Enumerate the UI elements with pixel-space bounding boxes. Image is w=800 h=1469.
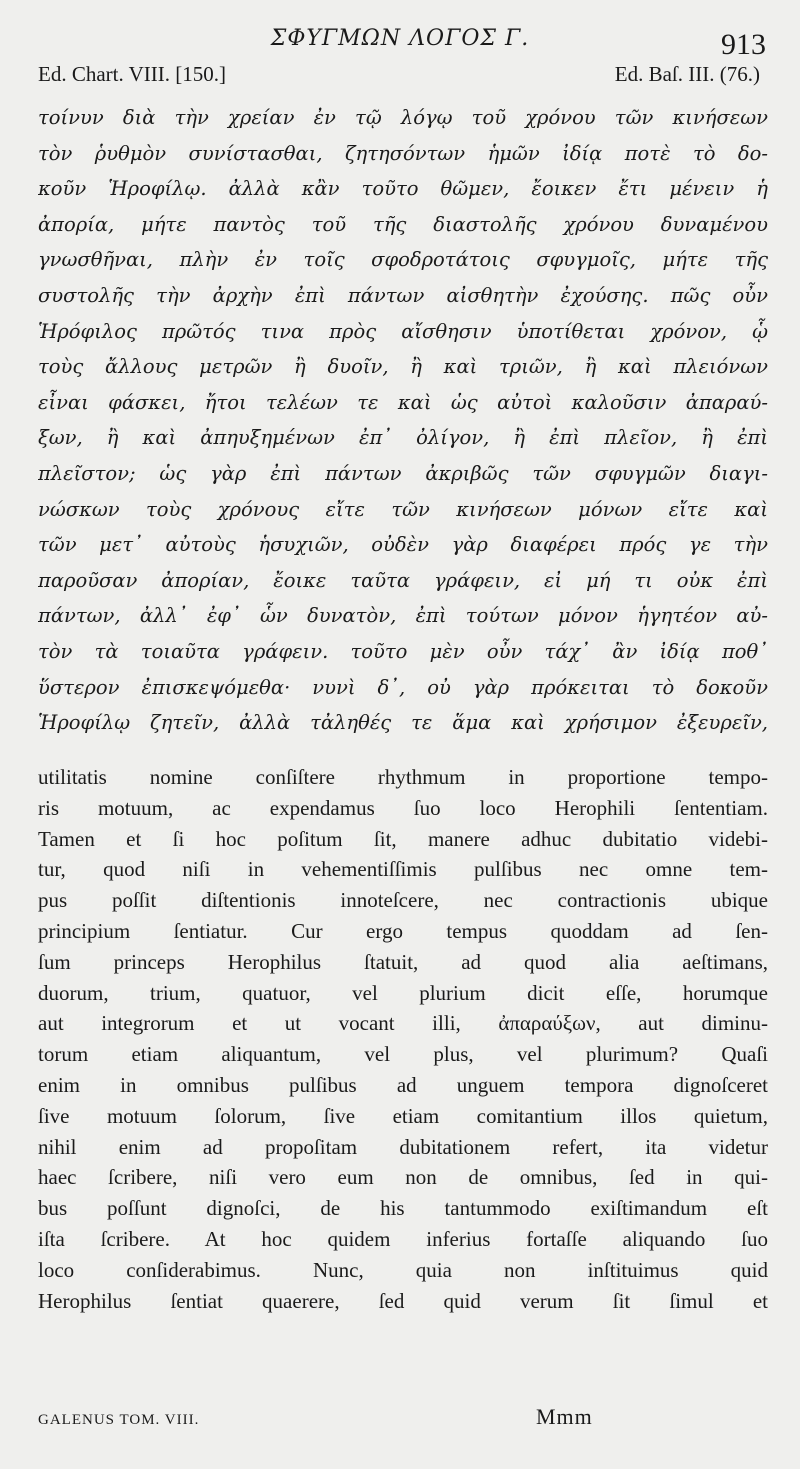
greek-line: τοίνυν διὰ τὴν χρείαν ἐν τῷ λόγῳ τοῦ χρόνου τῶν κινήσεων (38, 106, 768, 129)
latin-text-block (38, 762, 768, 1316)
greek-line: Ἡρόφιλος πρῶτός τινα πρὸς αἴσθησιν ὑποτίθεται χρόνον, ᾧ (38, 319, 768, 343)
footer-volume: GALENUS TOM. VIII. (38, 1412, 200, 1428)
running-title: ΣΦΥΓΜΩΝ ΛΟΓΟΣ Γ. (270, 26, 530, 51)
latin-line: tur, quod niſi in vehementiſſimis pulſibus nec omne tem- (38, 857, 768, 882)
greek-line: τῶν μετ᾽ αὐτοὺς ἡσυχιῶν, οὐδὲν γὰρ διαφέρει πρός γε τὴν (38, 533, 768, 557)
latin-line: duorum, trium, quatuor, vel plurium dicit eſſe, horumque (38, 980, 768, 1005)
latin-line: haec ſcribere, niſi vero eum non de omnibus, ſed in qui- (38, 1165, 768, 1190)
edition-reference-left: Ed. Chart. VIII. [150.] (38, 62, 226, 86)
latin-line: ris motuum, ac expendamus ſuo loco Herophili ſententiam. (38, 795, 768, 820)
greek-line: ξων, ἢ καὶ ἀπηυξημένων ἐπ᾽ ὀλίγον, ἢ ἐπὶ πλεῖον, ἢ ἐπὶ (38, 426, 768, 450)
greek-line: ὕστερον ἐπισκεψόμεθα· νυνὶ δ᾽, οὐ γὰρ πρόκειται τὸ δοκοῦν (38, 675, 768, 699)
greek-line: εἶναι φάσκει, ἤτοι τελέων τε καὶ ὡς αὐτοὶ καλοῦσιν ἀπαραύ- (38, 390, 768, 414)
latin-line: Herophilus ſentiat quaerere, ſed quid verum ſit ſimul et (38, 1288, 768, 1313)
greek-line: νώσκων τοὺς χρόνους εἴτε τῶν κινήσεων μόνων εἴτε καὶ (38, 497, 768, 521)
latin-line: pus poſſit diſtentionis innoteſcere, nec contractionis ubique (38, 888, 768, 913)
signature-mark: Mmm (536, 1404, 593, 1429)
greek-line: πάντων, ἀλλ᾽ ἐφ᾽ ὧν δυνατὸν, ἐπὶ τούτων μόνον ἡγητέον αὐ- (38, 604, 768, 628)
greek-line: παροῦσαν ἀπορίαν, ἔοικε ταῦτα γράφειν, εἰ μή τι οὐκ ἐπὶ (38, 568, 768, 592)
latin-line: ſum princeps Herophilus ſtatuit, ad quod alia aeſtimans, (38, 949, 768, 974)
latin-line: principium ſentiatur. Cur ergo tempus quoddam ad ſen- (38, 918, 768, 943)
greek-line: τὸν τὰ τοιαῦτα γράφειν. τοῦτο μὲν οὖν τάχ᾽ ἂν ἰδίᾳ ποθ᾽ (38, 639, 768, 663)
greek-line: Ἡροφίλῳ ζητεῖν, ἀλλὰ τἀληθές τε ἅμα καὶ χρήσιμον ἐξευρεῖν, (38, 711, 768, 735)
greek-line: κοῦν Ἡροφίλῳ. ἀλλὰ κἂν τοῦτο θῶμεν, ἔοικεν ἔτι μένειν ἡ (38, 177, 768, 201)
greek-line: πλεῖστον; ὡς γὰρ ἐπὶ πάντων ἀκριβῶς τῶν σφυγμῶν διαγι- (38, 461, 768, 485)
latin-line: iſta ſcribere. At hoc quidem inferius fortaſſe aliquando ſuo (38, 1226, 768, 1251)
latin-line: bus poſſunt dignoſci, de his tantummodo exiſtimandum eſt (38, 1196, 768, 1221)
greek-line: τὸν ῥυθμὸν συνίστασθαι, ζητησόντων ἡμῶν ἰδίᾳ ποτὲ τὸ δο- (38, 141, 768, 165)
latin-line: loco conſiderabimus. Nunc, quia non inſtituimus quid (38, 1257, 768, 1282)
greek-text-block (38, 100, 768, 741)
latin-line: Tamen et ſi hoc poſitum ſit, manere adhuc dubitatio videbi- (38, 826, 768, 851)
latin-line: ſive motuum ſolorum, ſive etiam comitantium illos quietum, (38, 1103, 768, 1128)
latin-line: enim in omnibus pulſibus ad unguem tempora dignoſceret (38, 1072, 768, 1097)
latin-line: aut integrorum et ut vocant illi, ἀπαραύξων, aut diminu- (38, 1011, 768, 1036)
page-number: 913 (721, 28, 766, 61)
greek-line: συστολῆς τὴν ἀρχὴν ἐπὶ πάντων αἰσθητὴν ἐχούσης. πῶς οὖν (38, 283, 768, 307)
latin-line: torum etiam aliquantum, vel plus, vel plurimum? Quaſi (38, 1042, 768, 1067)
latin-line: utilitatis nomine conſiſtere rhythmum in proportione tempo- (38, 765, 768, 789)
edition-reference-right: Ed. Baſ. III. (76.) (614, 62, 760, 86)
latin-line: nihil enim ad propoſitam dubitationem refert, ita videtur (38, 1134, 768, 1159)
greek-line: ἀπορία, μήτε παντὸς τοῦ τῆς διαστολῆς χρόνου δυναμένου (38, 212, 768, 236)
greek-line: γνωσθῆναι, πλὴν ἐν τοῖς σφοδροτάτοις σφυγμοῖς, μήτε τῆς (38, 248, 768, 272)
greek-line: τοὺς ἄλλους μετρῶν ἢ δυοῖν, ἢ καὶ τριῶν, ἢ καὶ πλειόνων (38, 355, 768, 379)
